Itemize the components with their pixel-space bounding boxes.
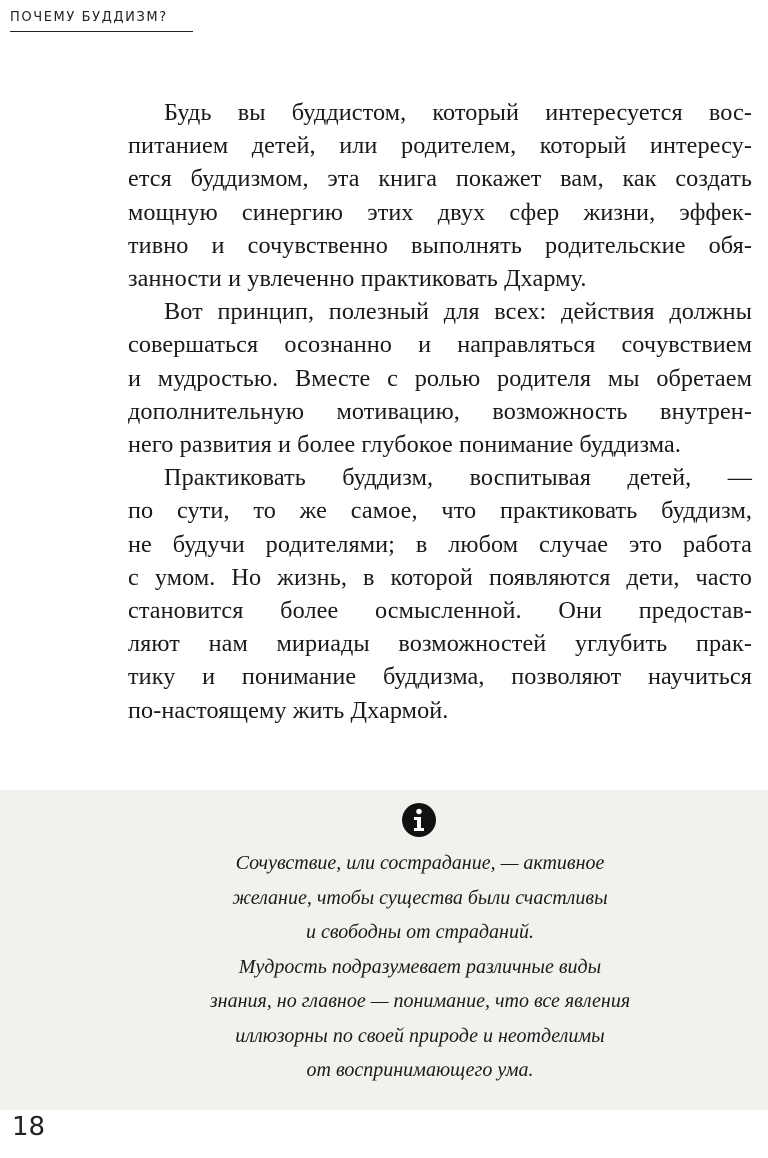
note-line: иллюзорны по своей природе и неотделимы	[235, 1024, 605, 1047]
text-line: дополнительную мотивацию, возможность внутрен-	[128, 397, 752, 425]
paragraph-1	[92, 96, 752, 295]
note-line: от воспринимающего ума.	[306, 1059, 534, 1081]
text-line: Будь вы буддистом, который интересуется вос-	[164, 99, 752, 126]
text-line: по сути, то же самое, что практиковать буддизм,	[128, 497, 752, 525]
text-line: и мудростью. Вместе с ролью родителя мы обретаем	[128, 364, 752, 392]
text-line: ется буддизмом, эта книга покажет вам, как создать	[128, 165, 752, 193]
main-text	[92, 96, 752, 727]
text-line: тивно и сочувственно выполнять родительские обя-	[128, 231, 752, 259]
text-line: него развития и более глубокое понимание буддизма.	[128, 431, 681, 459]
note-line: Мудрость подразумевает различные виды	[238, 955, 602, 978]
note-line: и свободны от страданий.	[306, 921, 534, 943]
running-title: ПОЧЕМУ БУДДИЗМ?	[10, 10, 168, 25]
info-icon	[401, 802, 437, 838]
text-line: с умом. Но жизнь, в которой появляются дети, часто	[128, 563, 752, 591]
text-line: тику и понимание буддизма, позволяют научиться	[128, 663, 752, 691]
note-box	[0, 790, 768, 1110]
text-line: становится более осмысленной. Они предостав-	[128, 597, 752, 625]
note-text	[100, 846, 740, 1088]
paragraph-2	[92, 295, 752, 461]
page-number: 18	[12, 1112, 46, 1142]
text-line: Вот принцип, полезный для всех: действия должны	[164, 298, 752, 326]
text-line: по-настоящему жить Дхармой.	[128, 696, 449, 724]
note-line: знания, но главное — понимание, что все явления	[209, 990, 631, 1012]
text-line: ляют нам мириады возможностей углубить прак-	[128, 630, 752, 658]
text-line: не будучи родителями; в любом случае это работа	[128, 530, 752, 558]
text-line: совершаться осознанно и направляться сочувствием	[128, 331, 752, 359]
text-line: занности и увлеченно практиковать Дхарму.	[128, 265, 587, 293]
note-line: желание, чтобы существа были счастливы	[232, 886, 608, 909]
text-line: Практиковать буддизм, воспитывая детей, —	[164, 464, 752, 492]
text-line: питанием детей, или родителем, который интересу-	[128, 132, 752, 160]
text-line: мощную синергию этих двух сфер жизни, эффек-	[128, 198, 752, 226]
running-header	[10, 8, 193, 32]
paragraph-3	[92, 461, 752, 727]
note-line: Сочувствие, или сострадание, — активное	[235, 852, 605, 874]
